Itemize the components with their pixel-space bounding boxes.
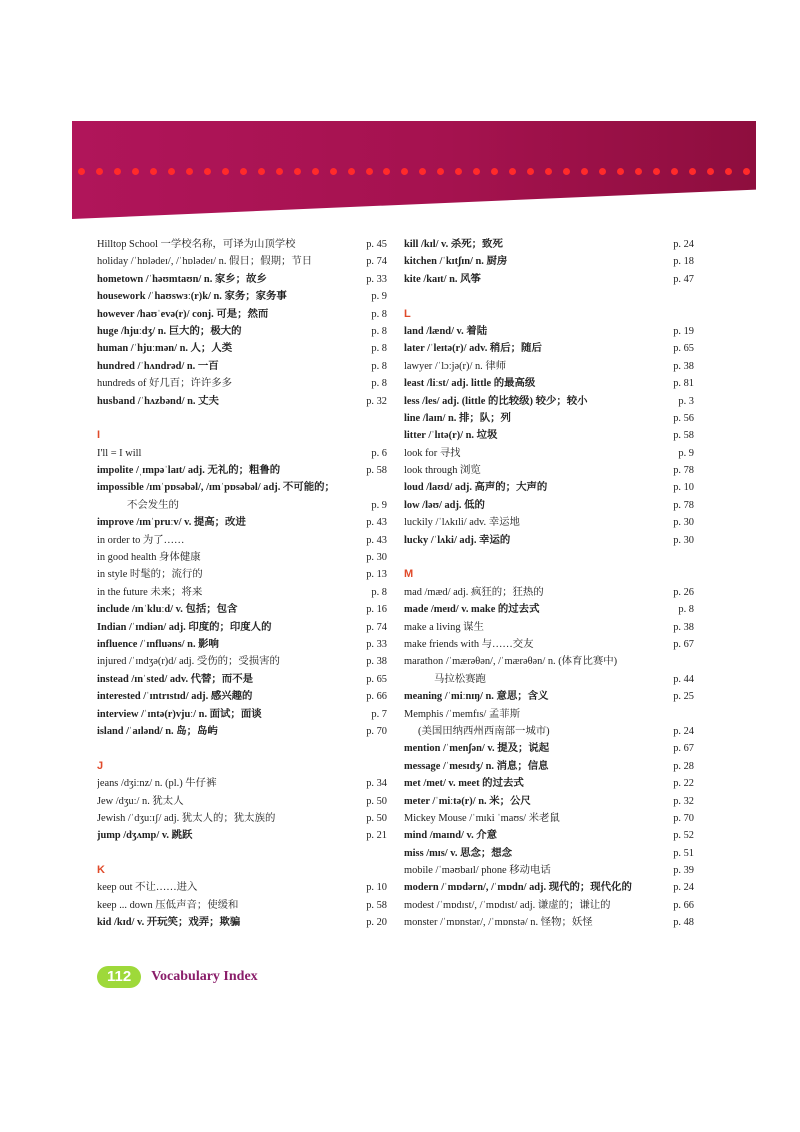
banner-dot	[96, 168, 103, 175]
entry-term: Jew /dʒuː/ n. 犹太人	[97, 795, 184, 807]
entry-page-ref: p. 70	[673, 812, 694, 824]
entry-term: litter /ˈlɪtə(r)/ n. 垃圾	[404, 430, 498, 442]
entry-term: hundreds of 好几百；许许多多	[97, 378, 233, 390]
entry-page-ref: p. 58	[366, 465, 387, 477]
banner-dot	[204, 168, 211, 175]
vocabulary-entry	[97, 914, 387, 931]
vocabulary-entry	[404, 723, 694, 740]
entry-page-ref: p. 22	[673, 778, 694, 790]
vocabulary-entry	[404, 601, 694, 618]
banner-dot	[599, 168, 606, 175]
entry-term: meaning /ˈmiːnɪŋ/ n. 意思；含义	[404, 691, 549, 703]
vocabulary-entry	[404, 427, 694, 444]
banner-dot	[563, 168, 570, 175]
entry-page-ref: p. 67	[673, 638, 694, 650]
entry-page-ref: p. 30	[366, 552, 387, 564]
vocabulary-entry	[97, 775, 387, 792]
vocabulary-entry	[404, 671, 694, 688]
vocabulary-entry	[404, 688, 694, 705]
vocabulary-entry	[404, 914, 694, 931]
entry-term: less /les/ adj. (little 的比较级) 较少；较小	[404, 395, 588, 407]
entry-term: in style 时髦的；流行的	[97, 569, 203, 581]
entry-term: make a living 谋生	[404, 621, 484, 633]
entry-page-ref: p. 9	[678, 447, 694, 459]
vocabulary-entry	[97, 584, 387, 601]
entry-term: Indian /ˈɪndiən/ adj. 印度的；印度人的	[97, 621, 272, 633]
entry-page-ref: p. 8	[371, 325, 387, 337]
entry-term: meter /ˈmiːtə(r)/ n. 米；公尺	[404, 795, 531, 807]
entry-page-ref: p. 48	[673, 917, 694, 929]
entry-term: injured /ˈɪndʒə(r)d/ adj. 受伤的；受损害的	[97, 656, 280, 668]
entry-term: impossible /ɪmˈpɒsəbəl/, /ɪmˈpɒsəbəl/ adj. 不可能的；	[97, 482, 335, 494]
entry-term: Memphis /ˈmemfɪs/ 孟菲斯	[404, 708, 521, 720]
banner-dot	[527, 168, 534, 175]
banner-dot	[312, 168, 319, 175]
vocabulary-entry	[97, 393, 387, 410]
entry-term: made /meɪd/ v. make 的过去式	[404, 604, 540, 616]
vocabulary-entry	[404, 410, 694, 427]
entry-page-ref: p. 30	[673, 534, 694, 546]
entry-page-ref: p. 7	[371, 708, 387, 720]
entry-term: include /ɪnˈkluːd/ v. 包括；包含	[97, 604, 238, 616]
vocabulary-entry	[97, 549, 387, 566]
entry-page-ref: p. 52	[673, 830, 694, 842]
vocabulary-column-left	[97, 236, 387, 932]
entry-term: interested /ˈɪntrɪstɪd/ adj. 感兴趣的	[97, 691, 253, 703]
entry-page-ref: p. 74	[366, 621, 387, 633]
vocabulary-entry	[404, 462, 694, 479]
entry-page-ref: p. 51	[673, 847, 694, 859]
entry-term: housework /ˈhaʊswɜː(r)k/ n. 家务；家务事	[97, 291, 287, 303]
vocabulary-entry	[404, 897, 694, 914]
entry-page-ref: p. 10	[366, 882, 387, 894]
vocabulary-entry	[97, 723, 387, 740]
banner-dot-row	[72, 166, 756, 176]
entry-page-ref: p. 25	[673, 691, 694, 703]
entry-term: in the future 未来；将来	[97, 586, 203, 598]
entry-page-ref: p. 18	[673, 256, 694, 268]
banner-dot	[348, 168, 355, 175]
entry-term: modern /ˈmɒdərn/, /ˈmɒdn/ adj. 现代的；现代化的	[404, 882, 632, 894]
entry-term: make friends with 与……交友	[404, 638, 534, 650]
banner-dot	[240, 168, 247, 175]
vocabulary-entry	[97, 375, 387, 392]
entry-term: I'll = I will	[97, 447, 142, 459]
entry-page-ref: p. 19	[673, 325, 694, 337]
entry-page-ref: p. 78	[673, 465, 694, 477]
entry-page-ref: p. 6	[371, 447, 387, 459]
vocabulary-entry	[97, 706, 387, 723]
entry-term: look for 寻找	[404, 447, 461, 459]
vocabulary-entry	[97, 566, 387, 583]
vocabulary-entry	[404, 879, 694, 896]
entry-term: mobile /ˈməʊbaɪl/ phone 移动电话	[404, 865, 551, 877]
vocabulary-entry	[404, 253, 694, 270]
entry-term: marathon /ˈmærəθən/, /ˈmærəθən/ n. (体育比赛中)	[404, 656, 618, 668]
entry-term: 不会发生的	[127, 499, 179, 511]
entry-page-ref: p. 9	[371, 499, 387, 511]
entry-page-ref: p. 74	[366, 256, 387, 268]
entry-term: kite /kaɪt/ n. 风筝	[404, 273, 481, 285]
entry-term: huge /hjuːdʒ/ n. 巨大的；极大的	[97, 325, 242, 337]
banner-dot	[419, 168, 426, 175]
banner-dot	[509, 168, 516, 175]
vocabulary-entry	[404, 775, 694, 792]
banner-dot	[707, 168, 714, 175]
entry-page-ref: p. 32	[673, 795, 694, 807]
entry-term: holiday /ˈhɒlədeɪ/, /ˈhɒlədeɪ/ n. 假日；假期；节日	[97, 256, 313, 268]
vocabulary-entry	[97, 810, 387, 827]
banner-dot	[437, 168, 444, 175]
vocabulary-entry	[97, 236, 387, 253]
entry-page-ref: p. 45	[366, 239, 387, 250]
banner-dot	[168, 168, 175, 175]
vocabulary-entry	[97, 827, 387, 844]
page-number-badge: 112	[97, 966, 141, 988]
entry-term: met /met/ v. meet 的过去式	[404, 778, 524, 790]
entry-term: luckily /ˈlʌkɪli/ adv. 幸运地	[404, 517, 520, 529]
entry-page-ref: p. 78	[673, 499, 694, 511]
entry-page-ref: p. 8	[371, 586, 387, 598]
section-letter-heading: L	[404, 307, 411, 320]
entry-term: kitchen /ˈkɪtʃɪn/ n. 厨房	[404, 256, 508, 268]
vocabulary-entry	[97, 688, 387, 705]
entry-term: jeans /dʒiːnz/ n. (pl.) 牛仔裤	[97, 778, 217, 790]
vocabulary-entry	[404, 793, 694, 810]
entry-page-ref: p. 38	[366, 656, 387, 668]
vocabulary-entry	[97, 271, 387, 288]
entry-term: lawyer /ˈlɔːjə(r)/ n. 律师	[404, 360, 507, 372]
vocabulary-entry	[97, 479, 387, 496]
vocabulary-entry	[404, 845, 694, 862]
section-letter-heading: J	[97, 759, 104, 772]
entry-page-ref: p. 32	[366, 395, 387, 407]
entry-term: loud /laʊd/ adj. 高声的；大声的	[404, 482, 548, 494]
banner-dot	[78, 168, 85, 175]
vocabulary-entry	[404, 862, 694, 879]
entry-page-ref: p. 21	[366, 830, 387, 842]
entry-term: hometown /ˈhəʊmtaʊn/ n. 家乡；故乡	[97, 273, 267, 285]
banner-dot	[743, 168, 750, 175]
banner-dot	[635, 168, 642, 175]
vocabulary-entry	[404, 340, 694, 357]
entry-page-ref: p. 66	[673, 899, 694, 911]
entry-term: interview /ˈɪntə(r)vjuː/ n. 面试；面谈	[97, 708, 262, 720]
vocabulary-entry	[97, 601, 387, 618]
entry-term: message /ˈmesɪdʒ/ n. 消息；信息	[404, 760, 549, 772]
section-letter-heading: I	[97, 429, 101, 442]
vocabulary-entry	[97, 288, 387, 305]
vocabulary-entry	[97, 253, 387, 270]
entry-term: miss /mɪs/ v. 思念；想念	[404, 847, 513, 859]
entry-term: (美国田纳西州西南部一城市)	[418, 725, 550, 737]
vocabulary-entry	[97, 514, 387, 531]
vocabulary-entry	[97, 462, 387, 479]
entry-page-ref: p. 43	[366, 534, 387, 546]
banner-dot	[401, 168, 408, 175]
entry-term: improve /ɪmˈpruːv/ v. 提高；改进	[97, 517, 246, 529]
entry-page-ref: p. 8	[371, 378, 387, 390]
entry-page-ref: p. 20	[366, 917, 387, 929]
entry-term: hundred /ˈhʌndrəd/ n. 一百	[97, 360, 219, 372]
entry-page-ref: p. 8	[371, 360, 387, 372]
banner-dot	[186, 168, 193, 175]
banner-dot	[258, 168, 265, 175]
entry-page-ref: p. 43	[366, 517, 387, 529]
entry-page-ref: p. 39	[673, 865, 694, 877]
entry-page-ref: p. 65	[366, 673, 387, 685]
vocabulary-entry	[97, 671, 387, 688]
entry-term: human /ˈhjuːmən/ n. 人；人类	[97, 343, 233, 355]
banner-dot	[725, 168, 732, 175]
entry-term: jump /dʒʌmp/ v. 跳跃	[97, 830, 193, 842]
vocabulary-column-right	[404, 236, 694, 932]
entry-page-ref: p. 38	[673, 360, 694, 372]
entry-term: mad /mæd/ adj. 疯狂的；狂热的	[404, 586, 544, 598]
entry-page-ref: p. 26	[673, 586, 694, 598]
vocabulary-entry	[404, 393, 694, 410]
entry-term: 马拉松赛跑	[434, 673, 486, 685]
vocabulary-entry	[97, 340, 387, 357]
entry-term: impolite /ˌɪmpəˈlaɪt/ adj. 无礼的；粗鲁的	[97, 465, 281, 477]
footer-title: Vocabulary Index	[151, 969, 258, 984]
entry-page-ref: p. 70	[366, 725, 387, 737]
entry-page-ref: p. 56	[673, 412, 694, 424]
entry-term: mention /ˈmenʃən/ v. 提及；说起	[404, 743, 550, 755]
entry-term: keep out 不让……进入	[97, 882, 198, 894]
banner-dot	[689, 168, 696, 175]
vocabulary-entry	[404, 619, 694, 636]
entry-page-ref: p. 66	[366, 691, 387, 703]
entry-term: island /ˈaɪlənd/ n. 岛；岛屿	[97, 725, 218, 737]
entry-term: lucky /ˈlʌki/ adj. 幸运的	[404, 534, 511, 546]
banner-dot	[473, 168, 480, 175]
vocabulary-entry	[404, 827, 694, 844]
banner-dot	[276, 168, 283, 175]
entry-page-ref: p. 47	[673, 273, 694, 285]
vocabulary-entry	[404, 740, 694, 757]
vocabulary-entry	[404, 706, 694, 723]
banner-dot	[330, 168, 337, 175]
vocabulary-entry	[404, 636, 694, 653]
banner-dot	[491, 168, 498, 175]
entry-term: Jewish /ˈdʒuːɪʃ/ adj. 犹太人的；犹太族的	[97, 812, 276, 824]
entry-page-ref: p. 58	[673, 430, 694, 442]
entry-page-ref: p. 24	[673, 239, 694, 250]
entry-page-ref: p. 30	[673, 517, 694, 529]
entry-page-ref: p. 50	[366, 812, 387, 824]
entry-page-ref: p. 65	[673, 343, 694, 355]
page-footer	[97, 966, 258, 988]
vocabulary-entry	[97, 497, 387, 514]
vocabulary-entry	[97, 619, 387, 636]
entry-term: in good health 身体健康	[97, 552, 201, 564]
vocabulary-entry	[404, 532, 694, 549]
entry-term: in order to 为了……	[97, 534, 185, 546]
banner-dot	[114, 168, 121, 175]
entry-page-ref: p. 24	[673, 882, 694, 894]
vocabulary-entry	[404, 810, 694, 827]
entry-term: mind /maɪnd/ v. 介意	[404, 830, 498, 842]
banner-dot	[545, 168, 552, 175]
entry-page-ref: p. 67	[673, 743, 694, 755]
vocabulary-entry	[404, 236, 694, 253]
vocabulary-entry	[97, 532, 387, 549]
entry-term: instead /ɪnˈsted/ adv. 代替；而不是	[97, 673, 253, 685]
entry-term: however /haʊˈevə(r)/ conj. 可是；然而	[97, 308, 269, 320]
entry-page-ref: p. 3	[678, 395, 694, 407]
banner-dot	[581, 168, 588, 175]
entry-page-ref: p. 8	[678, 604, 694, 616]
entry-term: least /liːst/ adj. little 的最高级	[404, 378, 536, 390]
entry-term: kid /kɪd/ v. 开玩笑；戏弄；欺骗	[97, 917, 241, 929]
entry-term: husband /ˈhʌzbənd/ n. 丈夫	[97, 395, 219, 407]
banner-dot	[383, 168, 390, 175]
entry-page-ref: p. 16	[366, 604, 387, 616]
entry-page-ref: p. 13	[366, 569, 387, 581]
banner-dot	[294, 168, 301, 175]
vocabulary-entry	[97, 323, 387, 340]
entry-page-ref: p. 24	[673, 725, 694, 737]
entry-term: look through 浏览	[404, 465, 481, 477]
banner-dot	[653, 168, 660, 175]
vocabulary-entry	[404, 375, 694, 392]
entry-term: land /lænd/ v. 着陆	[404, 325, 488, 337]
entry-term: keep ... down 压低声音；使缓和	[97, 899, 239, 911]
entry-page-ref: p. 8	[371, 343, 387, 355]
banner-dot	[671, 168, 678, 175]
vocabulary-entry	[404, 653, 694, 670]
entry-term: kill /kɪl/ v. 杀死；致死	[404, 239, 503, 250]
entry-term: monster /ˈmɒnstər/, /ˈmɒnstə/ n. 怪物；妖怪	[404, 917, 593, 929]
entry-page-ref: p. 9	[371, 291, 387, 303]
banner-dot	[150, 168, 157, 175]
entry-page-ref: p. 28	[673, 760, 694, 772]
vocabulary-entry	[404, 584, 694, 601]
section-letter-heading: M	[404, 568, 414, 581]
entry-page-ref: p. 33	[366, 273, 387, 285]
entry-term: modest /ˈmɒdɪst/, /ˈmɒdɪst/ adj. 谦虚的；谦让的	[404, 899, 611, 911]
vocabulary-entry	[97, 793, 387, 810]
entry-page-ref: p. 81	[673, 378, 694, 390]
vocabulary-entry	[97, 306, 387, 323]
vocabulary-entry	[97, 636, 387, 653]
vocabulary-entry	[404, 514, 694, 531]
vocabulary-entry	[404, 497, 694, 514]
entry-term: Mickey Mouse /ˈmɪki ˈmaʊs/ 米老鼠	[404, 812, 560, 824]
vocabulary-entry	[404, 479, 694, 496]
entry-page-ref: p. 33	[366, 638, 387, 650]
banner-dot	[617, 168, 624, 175]
vocabulary-entry	[97, 879, 387, 896]
entry-page-ref: p. 38	[673, 621, 694, 633]
entry-term: line /laɪn/ n. 排；队；列	[404, 412, 511, 424]
entry-page-ref: p. 44	[673, 673, 694, 685]
vocabulary-entry	[404, 358, 694, 375]
banner-dot	[132, 168, 139, 175]
banner-dot	[222, 168, 229, 175]
entry-page-ref: p. 10	[673, 482, 694, 494]
entry-term: low /ləʊ/ adj. 低的	[404, 499, 485, 511]
vocabulary-entry	[97, 653, 387, 670]
section-letter-heading: K	[97, 864, 105, 877]
vocabulary-entry	[404, 445, 694, 462]
vocabulary-entry	[404, 271, 694, 288]
entry-page-ref: p. 50	[366, 795, 387, 807]
entry-page-ref: p. 34	[366, 778, 387, 790]
vocabulary-entry	[404, 758, 694, 775]
entry-term: later /ˈleɪtə(r)/ adv. 稍后；随后	[404, 343, 542, 355]
banner-dot	[366, 168, 373, 175]
vocabulary-entry	[404, 323, 694, 340]
banner-dot	[455, 168, 462, 175]
entry-term: Hilltop School 一学校名称，可译为山顶学校	[97, 239, 296, 250]
vocabulary-entry	[97, 358, 387, 375]
vocabulary-entry	[97, 445, 387, 462]
entry-term: influence /ˈɪnfluəns/ n. 影响	[97, 638, 219, 650]
vocabulary-entry	[97, 897, 387, 914]
entry-page-ref: p. 58	[366, 899, 387, 911]
entry-page-ref: p. 8	[371, 308, 387, 320]
